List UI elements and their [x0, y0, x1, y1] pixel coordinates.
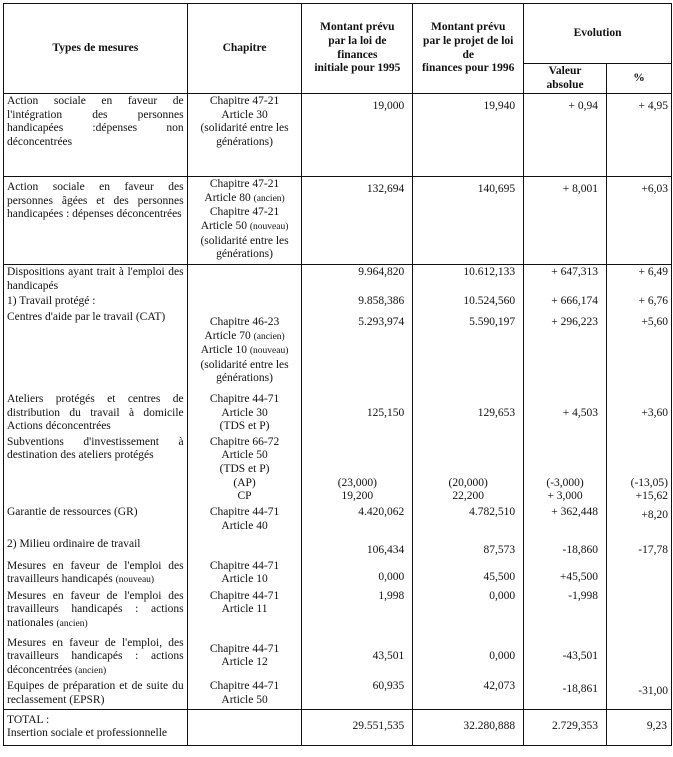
table-row: [4, 310, 672, 387]
table-row: [4, 679, 672, 709]
row-pct: + 6,49: [607, 265, 672, 295]
table-row: [4, 294, 672, 310]
row-abs: + 362,448: [524, 505, 607, 534]
table-row: [4, 505, 672, 534]
row-1996: 10.612,133: [413, 265, 524, 295]
table-row: [4, 589, 672, 633]
row-1996: 0,000: [413, 589, 524, 633]
header-types: Types de mesures: [4, 4, 188, 94]
total-row: [4, 709, 672, 745]
row-1996: 87,573: [413, 534, 524, 559]
row-1995: 19,000: [302, 94, 413, 177]
row-pct: -31,00: [607, 679, 672, 709]
row-chapitre: [187, 265, 302, 295]
row-1995: 0,000: [302, 559, 413, 589]
row-desc: Action sociale en faveur des personnes âgées et des personnes handicapées : dépenses déconcentrées: [4, 177, 188, 265]
row-1996: (20,000) 22,200: [413, 435, 524, 505]
header-evolution: Evolution: [524, 4, 672, 64]
row-1995: 5.293,974: [302, 310, 413, 387]
row-1995: 4.420,062: [302, 505, 413, 534]
row-1996: 0,000: [413, 633, 524, 680]
total-chapitre: [187, 709, 302, 745]
row-abs: + 4,503: [524, 387, 607, 435]
row-desc: Subventions d'investissement à destination des ateliers protégés: [4, 435, 188, 505]
row-chapitre: Chapitre 47-21 Article 80 (ancien) Chapitre 47-21 Article 50 (nouveau) (solidarité entre les générations): [187, 177, 302, 265]
row-pct: +3,60: [607, 387, 672, 435]
row-desc: Action sociale en faveur de l'intégration des personnes handicapées :dépenses non déconcentrées: [4, 94, 188, 177]
row-abs: + 8,001: [524, 177, 607, 265]
row-desc: 2) Milieu ordinaire de travail: [4, 534, 188, 559]
row-1995: 106,434: [302, 534, 413, 559]
row-desc: Dispositions ayant trait à l'emploi des handicapés: [4, 265, 188, 295]
table-row: [4, 94, 672, 177]
row-pct: + 4,95: [607, 94, 672, 177]
row-pct: (-13,05) +15,62: [607, 435, 672, 505]
row-pct: [607, 559, 672, 589]
row-pct: [607, 633, 672, 680]
row-1996: 129,653: [413, 387, 524, 435]
row-desc: Centres d'aide par le travail (CAT): [4, 310, 188, 387]
row-abs: + 666,174: [524, 294, 607, 310]
table-row: [4, 633, 672, 680]
row-abs: (-3,000) + 3,000: [524, 435, 607, 505]
row-desc: Garantie de ressources (GR): [4, 505, 188, 534]
table-row: [4, 387, 672, 435]
table-row: [4, 435, 672, 505]
row-chapitre: Chapitre 44-71 Article 40: [187, 505, 302, 534]
row-pct: +6,03: [607, 177, 672, 265]
table-row: [4, 559, 672, 589]
total-1995: 29.551,535: [302, 709, 413, 745]
row-1996: 5.590,197: [413, 310, 524, 387]
row-1995: 1,998: [302, 589, 413, 633]
row-desc: Mesures en faveur de l'emploi, des travailleurs handicapés : actions déconcentrées (ancien): [4, 633, 188, 680]
row-pct: [607, 589, 672, 633]
row-chapitre: Chapitre 46-23 Article 70 (ancien) Article 10 (nouveau) (solidarité entre les générations): [187, 310, 302, 387]
row-1995: 9.858,386: [302, 294, 413, 310]
row-1995: 9.964,820: [302, 265, 413, 295]
row-1996: 140,695: [413, 177, 524, 265]
row-chapitre: Chapitre 44-71 Article 50: [187, 679, 302, 709]
row-abs: + 296,223: [524, 310, 607, 387]
row-abs: -1,998: [524, 589, 607, 633]
header-chapitre: Chapitre: [187, 4, 302, 94]
row-abs: + 0,94: [524, 94, 607, 177]
row-1995: 125,150: [302, 387, 413, 435]
row-desc: Mesures en faveur de l'emploi des travailleurs handicapés (nouveau): [4, 559, 188, 589]
row-pct: +5,60: [607, 310, 672, 387]
table-row: [4, 177, 672, 265]
row-1995: 43,501: [302, 633, 413, 680]
row-1996: 4.782,510: [413, 505, 524, 534]
row-abs: -18,861: [524, 679, 607, 709]
total-1996: 32.280,888: [413, 709, 524, 745]
row-pct: + 6,76: [607, 294, 672, 310]
row-chapitre: Chapitre 44-71 Article 30 (TDS et P): [187, 387, 302, 435]
row-abs: -18,860: [524, 534, 607, 559]
header-montant-1996: Montant prévu par le projet de loi de finances pour 1996: [413, 4, 524, 94]
total-label: TOTAL : Insertion sociale et professionnelle: [4, 709, 188, 745]
row-abs: -43,501: [524, 633, 607, 680]
total-abs: 2.729,353: [524, 709, 607, 745]
row-chapitre: [187, 534, 302, 559]
row-1996: 42,073: [413, 679, 524, 709]
row-desc: Equipes de préparation et de suite du reclassement (EPSR): [4, 679, 188, 709]
total-pct: 9,23: [607, 709, 672, 745]
row-abs: + 647,313: [524, 265, 607, 295]
row-pct: +8,20: [607, 505, 672, 534]
row-1995: 60,935: [302, 679, 413, 709]
table-row: [4, 534, 672, 559]
budget-table: [3, 3, 672, 746]
row-1995: (23,000) 19,200: [302, 435, 413, 505]
row-desc: Mesures en faveur de l'emploi des travailleurs handicapés : actions nationales (ancien): [4, 589, 188, 633]
header-montant-1995: Montant prévu par la loi de finances initiale pour 1995: [302, 4, 413, 94]
row-1996: 45,500: [413, 559, 524, 589]
header-pct: %: [607, 64, 672, 94]
row-chapitre: [187, 294, 302, 310]
row-chapitre: Chapitre 66-72 Article 50 (TDS et P) (AP) CP: [187, 435, 302, 505]
row-chapitre: Chapitre 44-71 Article 11: [187, 589, 302, 633]
row-desc: Ateliers protégés et centres de distribution du travail à domicile Actions déconcentrées: [4, 387, 188, 435]
row-chapitre: Chapitre 44-71 Article 10: [187, 559, 302, 589]
row-1995: 132,694: [302, 177, 413, 265]
table-row: [4, 265, 672, 295]
row-desc: 1) Travail protégé :: [4, 294, 188, 310]
row-chapitre: Chapitre 44-71 Article 12: [187, 633, 302, 680]
row-chapitre: Chapitre 47-21 Article 30 (solidarité entre les générations): [187, 94, 302, 177]
header-valeur-absolue: Valeur absolue: [524, 64, 607, 94]
row-1996: 10.524,560: [413, 294, 524, 310]
row-abs: +45,500: [524, 559, 607, 589]
row-pct: -17,78: [607, 534, 672, 559]
row-1996: 19,940: [413, 94, 524, 177]
